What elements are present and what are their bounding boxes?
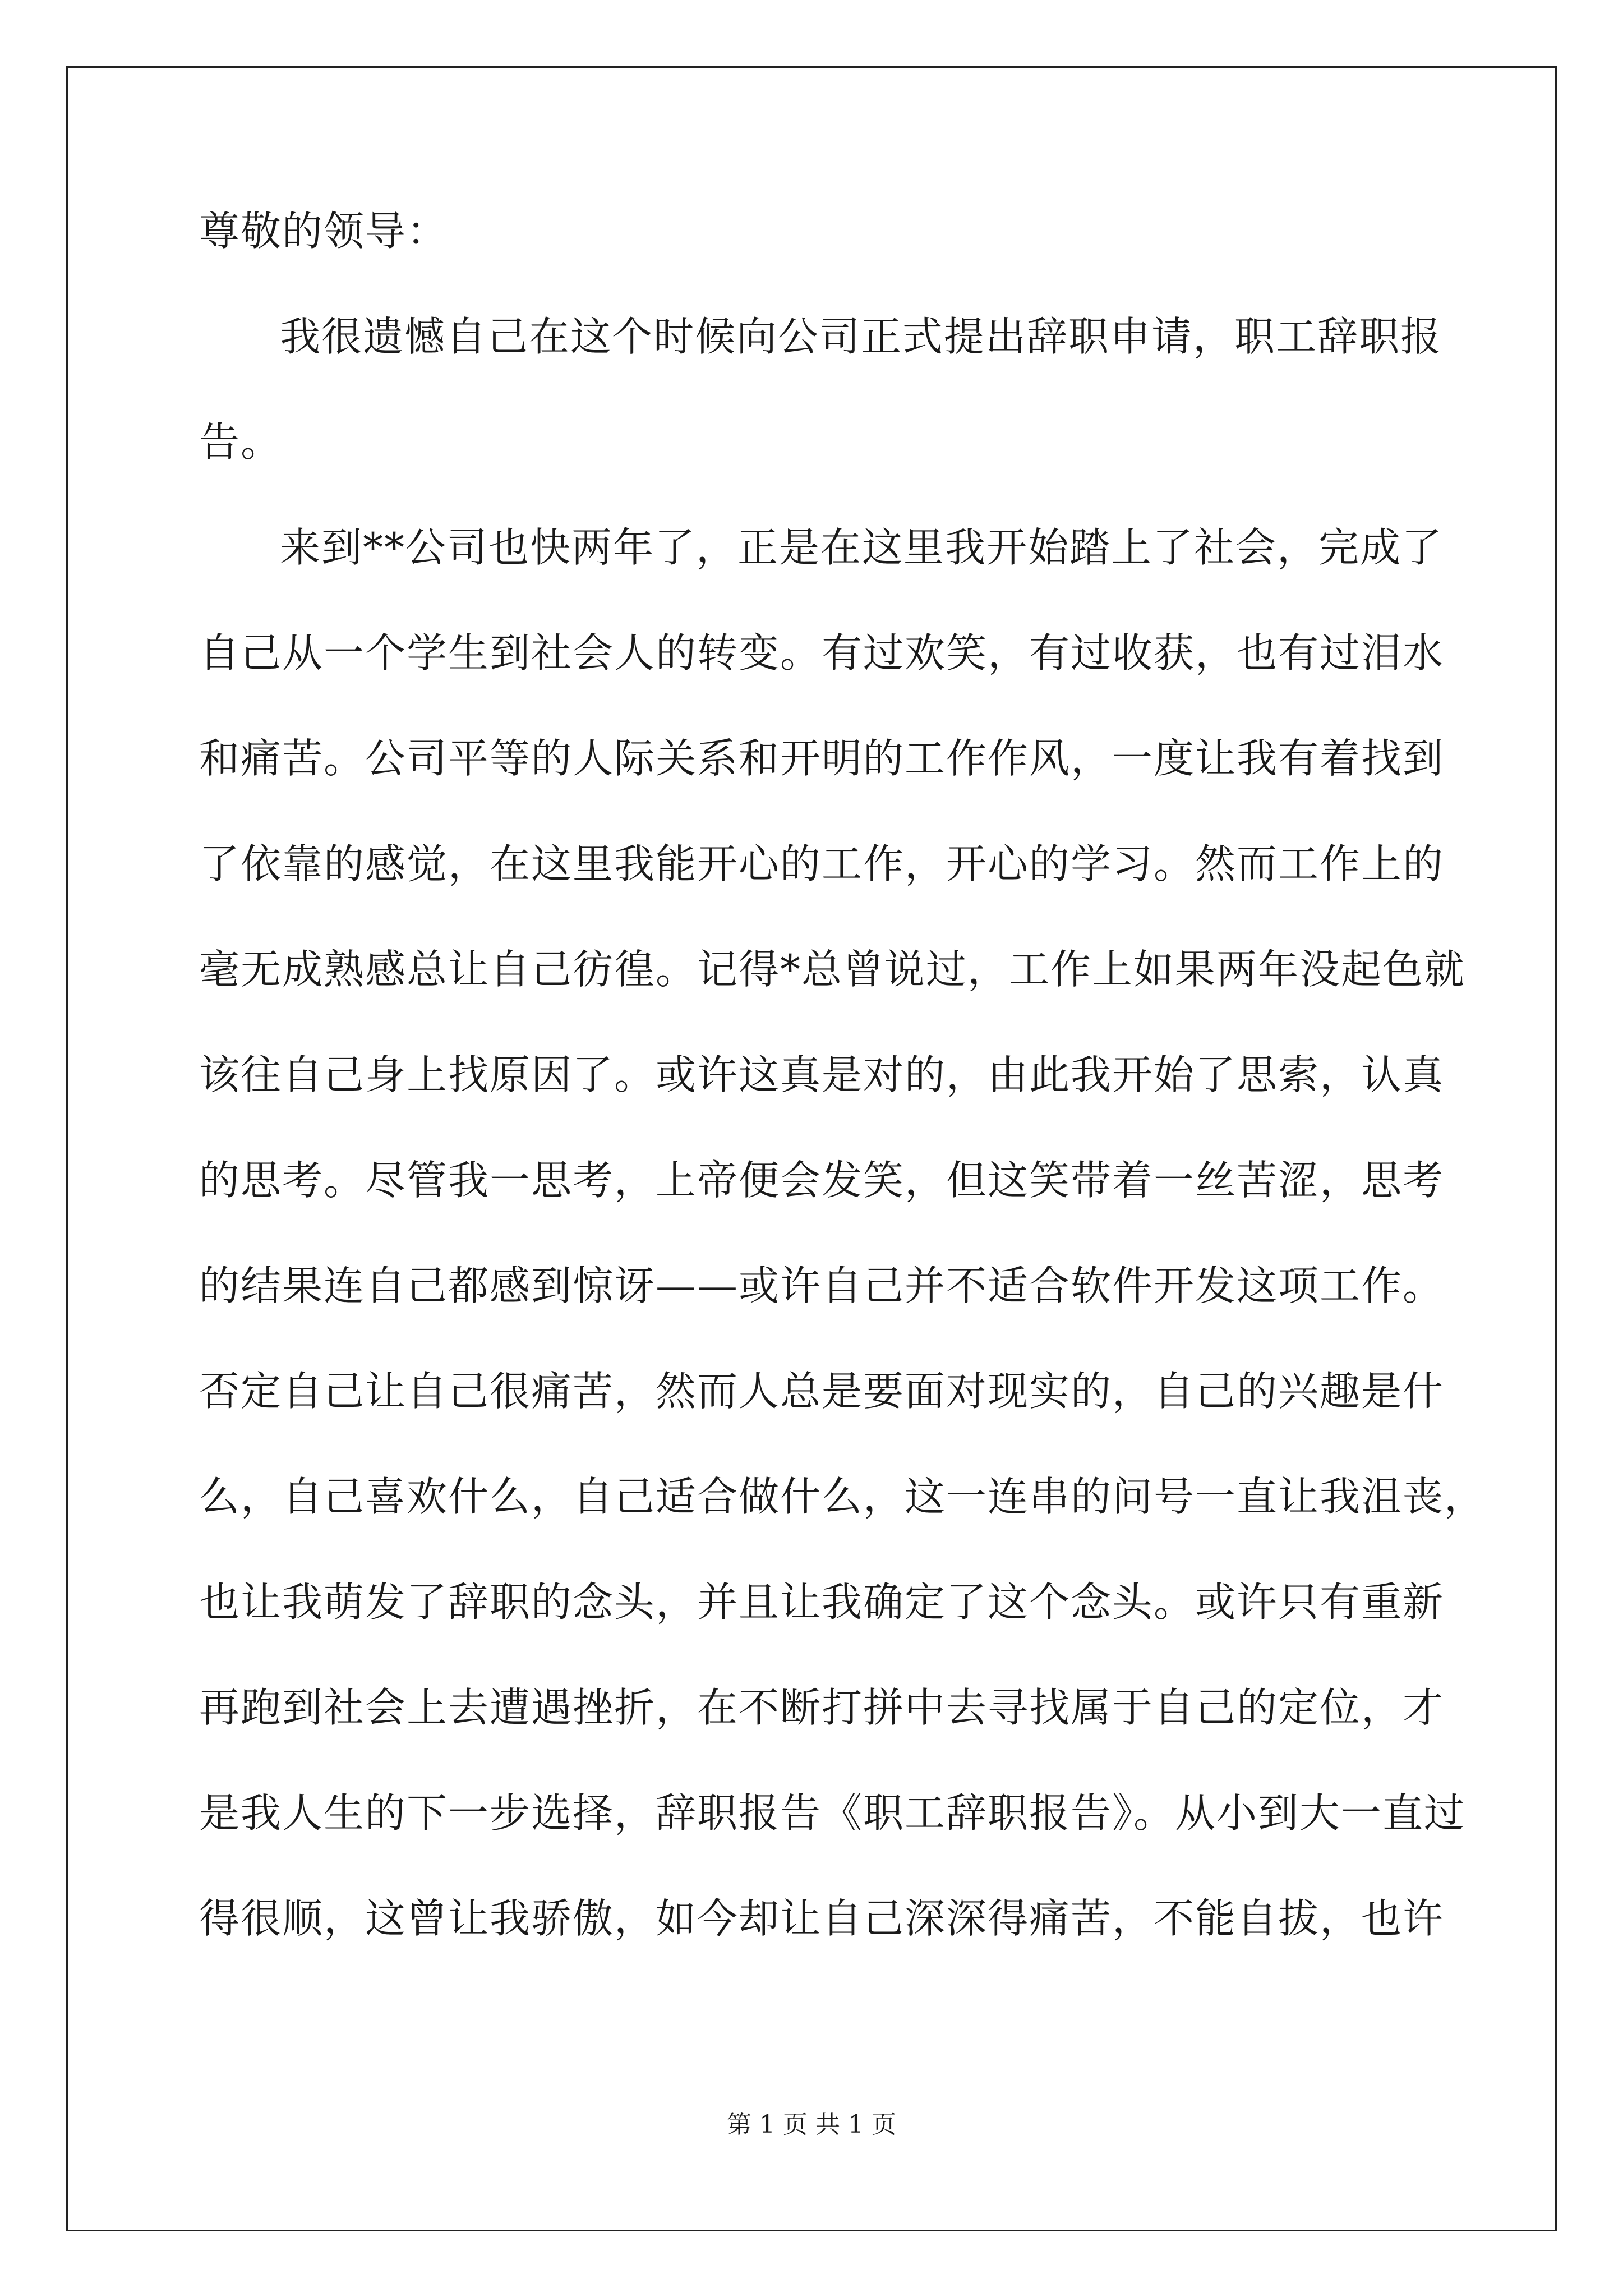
paragraph-line: 是我人生的下一步选择，辞职报告《职工辞职报告》。从小到大一直过 <box>199 1789 1466 1837</box>
page-number-footer: 第 1 页 共 1 页 <box>727 2110 896 2139</box>
paragraph-line: 毫无成熟感总让自己彷徨。记得*总曾说过，工作上如果两年没起色就 <box>199 946 1466 993</box>
paragraph-line: 该往自己身上找原因了。或许这真是对的，由此我开始了思索，认真 <box>199 1051 1445 1098</box>
paragraph-line: 得很顺，这曾让我骄傲，如今却让自己深深得痛苦，不能自拔，也许 <box>199 1895 1445 1942</box>
paragraph-line: 的结果连自己都感到惊讶——或许自己并不适合软件开发这项工作。 <box>199 1262 1445 1309</box>
paragraph-line: 自己从一个学生到社会人的转变。有过欢笑，有过收获，也有过泪水 <box>199 629 1445 677</box>
paragraph-line: 我很遗憾自己在这个时候向公司正式提出辞职申请，职工辞职报 <box>280 313 1442 360</box>
paragraph-line: 的思考。尽管我一思考，上帝便会发笑，但这笑带着一丝苦涩，思考 <box>199 1157 1445 1204</box>
paragraph-line: 来到**公司也快两年了，正是在这里我开始踏上了社会，完成了 <box>280 524 1444 571</box>
salutation: 尊敬的领导： <box>199 208 449 255</box>
paragraph-line: 再跑到社会上去遭遇挫折，在不断打拼中去寻找属于自己的定位，才 <box>199 1684 1445 1731</box>
paragraph-line: 告。 <box>199 418 283 466</box>
paragraph-line: 也让我萌发了辞职的念头，并且让我确定了这个念头。或许只有重新 <box>199 1579 1445 1626</box>
paragraph-line: 和痛苦。公司平等的人际关系和开明的工作作风，一度让我有着找到 <box>199 735 1445 782</box>
paragraph-line: 么，自己喜欢什么，自己适合做什么，这一连串的问号一直让我沮丧， <box>199 1473 1486 1520</box>
paragraph-line: 了依靠的感觉，在这里我能开心的工作，开心的学习。然而工作上的 <box>199 840 1445 887</box>
paragraph-line: 否定自己让自己很痛苦，然而人总是要面对现实的，自己的兴趣是什 <box>199 1368 1445 1415</box>
